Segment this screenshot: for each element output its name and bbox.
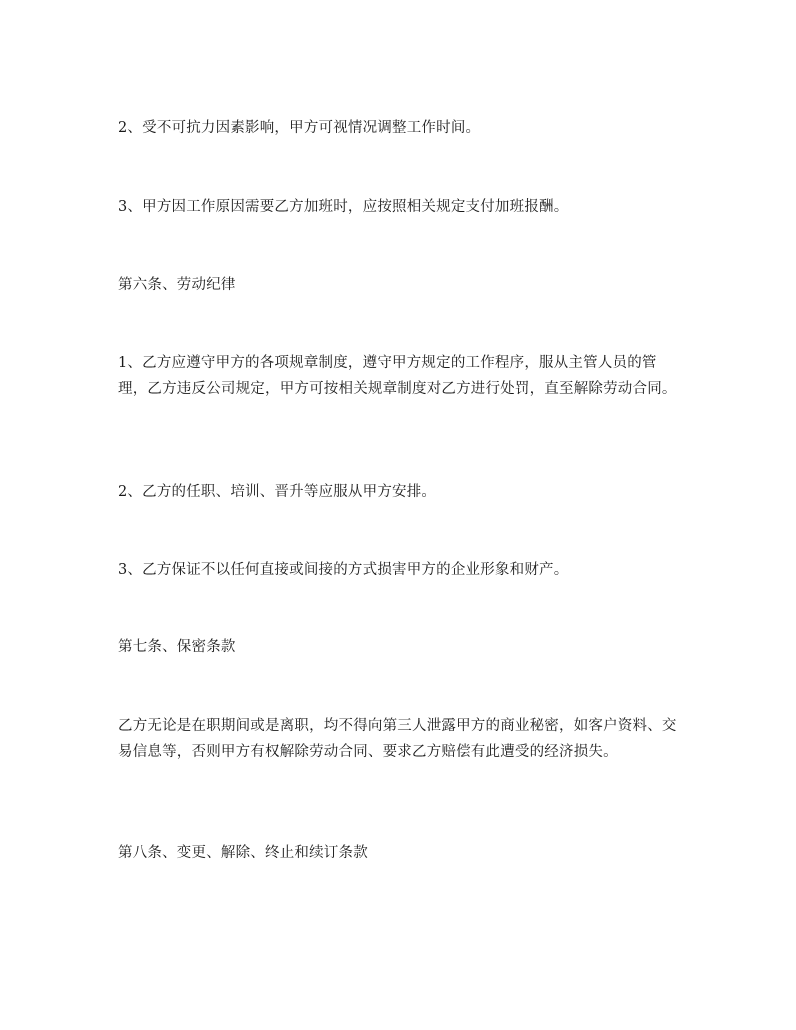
section-heading-article-6: 第六条、劳动纪律 (118, 277, 236, 293)
clause-5-item-2: 2、受不可抗力因素影响，甲方可视情况调整工作时间。 (118, 120, 481, 136)
clause-6-item-2: 2、乙方的任职、培训、晋升等应服从甲方安排。 (118, 484, 437, 500)
clause-6-item-1: 1、乙方应遵守甲方的各项规章制度，遵守甲方规定的工作程序，服从主管人员的管理，乙方违反公司规定，甲方可按相关规章制度对乙方进行处罚，直至解除劳动合同。 (118, 355, 677, 397)
clause-6-item-3: 3、乙方保证不以任何直接或间接的方式损害甲方的企业形象和财产。 (118, 562, 569, 578)
section-heading-article-7: 第七条、保密条款 (118, 639, 236, 655)
section-heading-article-8: 第八条、变更、解除、终止和续订条款 (118, 845, 368, 861)
clause-7-body: 乙方无论是在职期间或是离职，均不得向第三人泄露甲方的商业秘密，如客户资料、交易信息等，否则甲方有权解除劳动合同、要求乙方赔偿有此遭受的经济损失。 (118, 718, 677, 760)
clause-5-item-3: 3、甲方因工作原因需要乙方加班时，应按照相关规定支付加班报酬。 (118, 199, 569, 215)
